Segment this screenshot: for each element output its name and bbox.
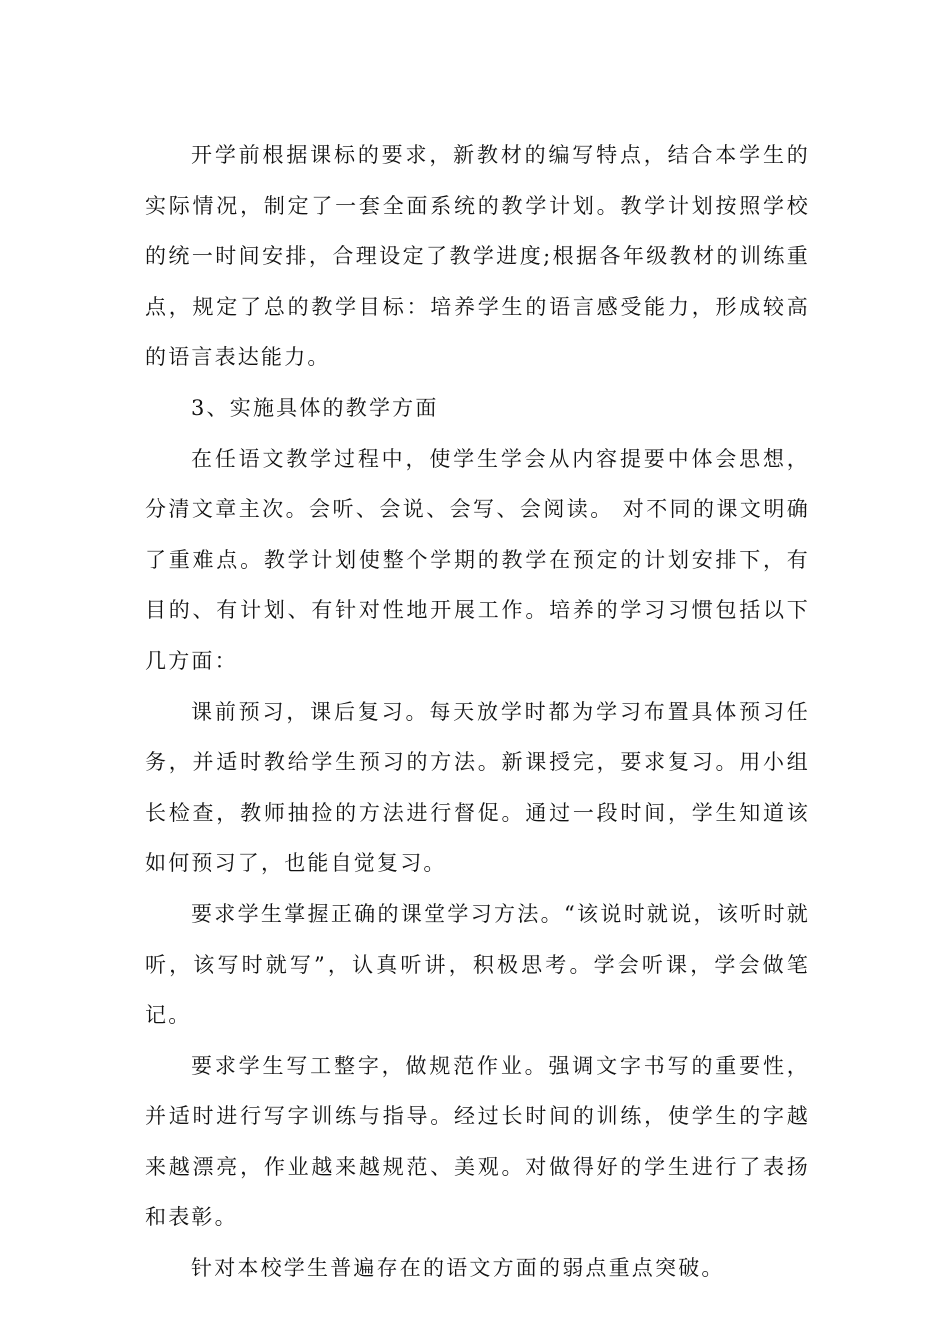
paragraph-handwriting: 要求学生写工整字，做规范作业。强调文字书写的重要性，并适时进行写字训练与指导。经过长时间的训练，使学生的字越来越漂亮，作业越来越规范、美观。对做得好的学生进行了表扬和表彰。 <box>145 1053 810 1230</box>
paragraph-teaching-process: 在任语文教学过程中，使学生学会从内容提要中体会思想，分清文章主次。会听、会说、会写、会阅读。 对不同的课文明确了重难点。教学计划使整个学期的教学在预定的计划安排下，有目的、有计划、有针对性地开展工作。培养的学习习惯包括以下几方面： <box>145 446 810 673</box>
section-heading-implementation: 3、实施具体的教学方面 <box>191 395 439 420</box>
paragraph-preview-review: 课前预习，课后复习。每天放学时都为学习布置具体预习任务，并适时教给学生预习的方法。新课授完，要求复习。用小组长检查，教师抽捡的方法进行督促。通过一段时间，学生知道该如何预习了，也能自觉复习。 <box>145 699 810 876</box>
document-body <box>145 130 810 1294</box>
paragraph-classroom-methods: 要求学生掌握正确的课堂学习方法。“该说时就说，该听时就听，该写时就写”，认真听讲，积极思考。学会听课，学会做笔记。 <box>145 901 810 1028</box>
paragraph-weakness-focus: 针对本校学生普遍存在的语文方面的弱点重点突破。 <box>191 1256 725 1281</box>
paragraph-teaching-plan: 开学前根据课标的要求，新教材的编写特点，结合本学生的实际情况，制定了一套全面系统的教学计划。教学计划按照学校的统一时间安排，合理设定了教学进度;根据各年级教材的训练重点，规定了总的教学目标：培养学生的语言感受能力，形成较高的语言表达能力。 <box>145 143 810 370</box>
